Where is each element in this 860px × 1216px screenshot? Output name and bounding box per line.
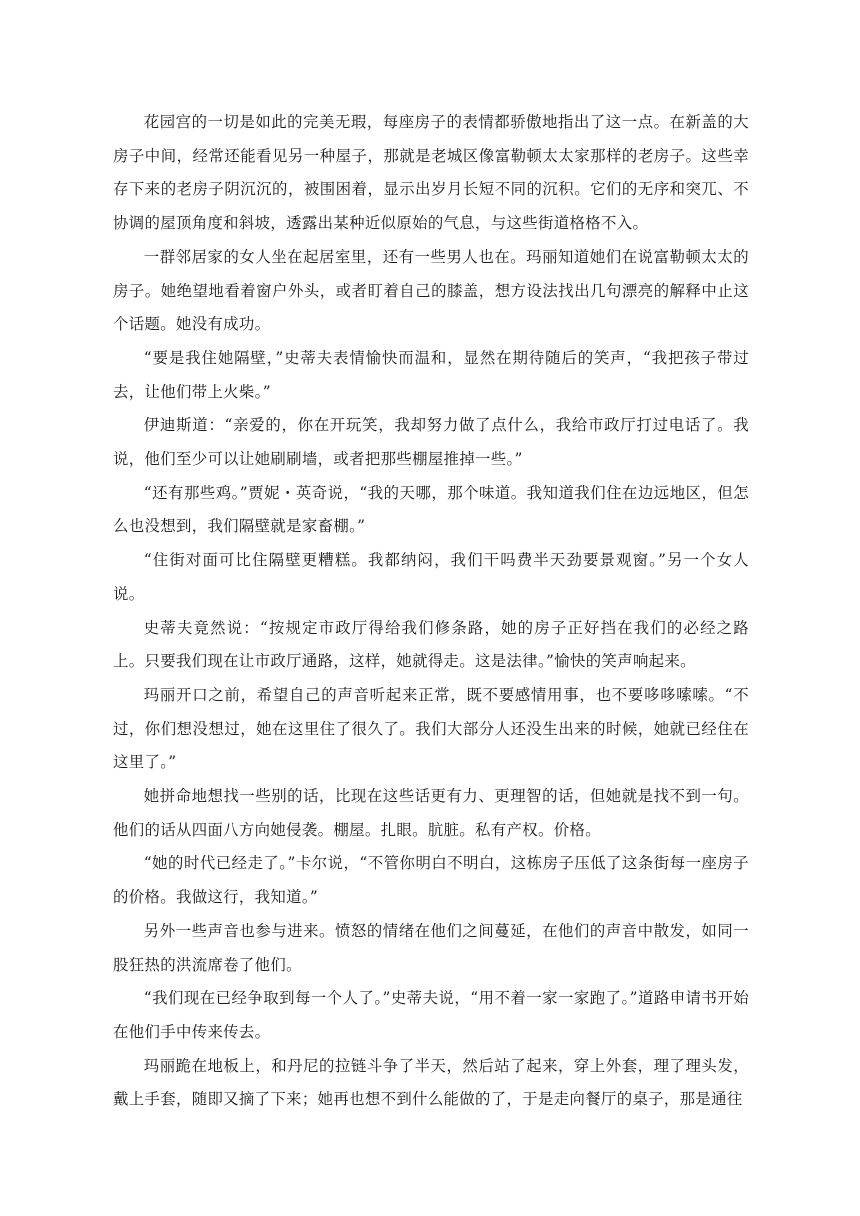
paragraph: 另外一些声音也参与进来。愤怒的情绪在他们之间蔓延，在他们的声音中散发，如同一股狂热的洪流席卷了他们。 bbox=[113, 921, 749, 974]
paragraph: 花园宫的一切是如此的完美无瑕，每座房子的表情都骄傲地指出了这一点。在新盖的大房子中间，经常还能看见另一种屋子，那就是老城区像富勒顿太太家那样的老房子。这些幸存下来的老房子阴沉沉的，被围困着，显示出岁月长短不同的沉积。它们的无序和突兀、不协调的屋顶角度和斜坡，透露出某种近似原始的气息，与这些街道格格不入。 bbox=[113, 113, 749, 233]
paragraph: “住街对面可比住隔壁更糟糕。我都纳闷，我们干吗费半天劲要景观窗。”另一个女人说。 bbox=[113, 551, 749, 603]
paragraph: “还有那些鸡。”贾妮・英奇说，“我的天哪，那个味道。我知道我们住在边远地区，但怎么也没想到，我们隔壁就是家畜棚。” bbox=[113, 483, 749, 536]
paragraph: 一群邻居家的女人坐在起居室里，还有一些男人也在。玛丽知道她们在说富勒顿太太的房子。她绝望地看着窗户外头，或者盯着自己的膝盖，想方设法找出几句漂亮的解释中止这个话题。她没有成功。 bbox=[113, 247, 749, 334]
paragraph: 玛丽跪在地板上，和丹尼的拉链斗争了半天，然后站了起来，穿上外套，理了理头发，戴上手套，随即又摘了下来；她再也想不到什么能做的了，于是走向餐厅的桌子，那是通往 bbox=[113, 1056, 749, 1109]
paragraph: “要是我住她隔壁，”史蒂夫表情愉快而温和，显然在期待随后的笑声，“我把孩子带过去，让他们带上火柴。” bbox=[113, 348, 749, 401]
paragraph: 玛丽开口之前，希望自己的声音听起来正常，既不要感情用事，也不要哆哆嗦嗦。“不过，你们想没想过，她在这里住了很久了。我们大部分人还没生出来的时候，她就已经住在这里了。” bbox=[113, 685, 749, 772]
paragraph: “她的时代已经走了。”卡尔说，“不管你明白不明白，这栋房子压低了这条街每一座房子的价格。我做这行，我知道。” bbox=[113, 854, 749, 907]
paragraph: 她拼命地想找一些别的话，比现在这些话更有力、更理智的话，但她就是找不到一句。他们的话从四面八方向她侵袭。棚屋。扎眼。肮脏。私有产权。价格。 bbox=[113, 787, 749, 839]
paragraph: 伊迪斯道：“亲爱的，你在开玩笑，我却努力做了点什么，我给市政厅打过电话了。我说，他们至少可以让她刷刷墙，或者把那些棚屋推掉一些。” bbox=[113, 416, 749, 469]
text-body bbox=[113, 106, 749, 1117]
paragraph: “我们现在已经争取到每一个人了。”史蒂夫说，“用不着一家一家跑了。”道路申请书开始在他们手中传来传去。 bbox=[113, 989, 749, 1041]
paragraph: 史蒂夫竟然说：“按规定市政厅得给我们修条路，她的房子正好挡在我们的必经之路上。只要我们现在让市政厅通路，这样，她就得走。这是法律。”愉快的笑声响起来。 bbox=[113, 618, 749, 671]
